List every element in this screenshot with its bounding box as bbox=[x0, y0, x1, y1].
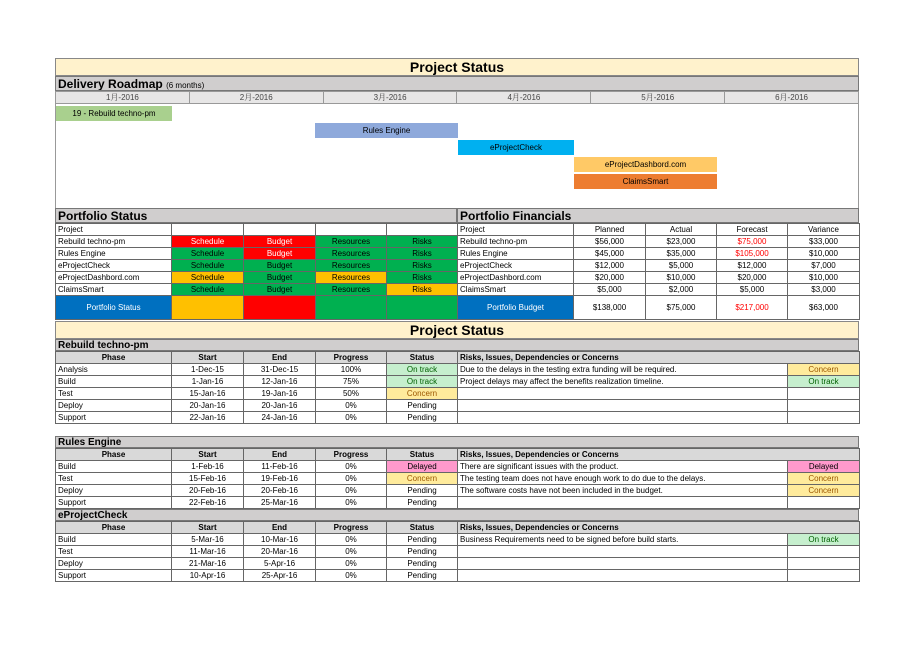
risk-status: On track bbox=[788, 376, 860, 388]
forecast-value: $12,000 bbox=[717, 260, 788, 272]
summary-status-indicator bbox=[316, 296, 387, 320]
project-section-title: Rules Engine bbox=[55, 436, 859, 448]
phase-start: 20-Jan-16 bbox=[172, 400, 244, 412]
column-header-empty bbox=[316, 224, 387, 236]
phase-status: Pending bbox=[387, 485, 458, 497]
column-header-empty bbox=[172, 224, 244, 236]
column-header: Status bbox=[387, 522, 458, 534]
table-header-row bbox=[458, 224, 860, 236]
project-name: eProjectDashbord.com bbox=[458, 272, 574, 284]
status-indicator: Schedule bbox=[172, 248, 244, 260]
gantt-bar-eprojectcheck[interactable]: eProjectCheck bbox=[458, 140, 574, 155]
phase-name: Analysis bbox=[56, 364, 172, 376]
gantt-bar-claimssmart[interactable]: ClaimsSmart bbox=[574, 174, 717, 189]
project-status-title: Project Status bbox=[55, 321, 859, 339]
phase-start: 5-Mar-16 bbox=[172, 534, 244, 546]
status-indicator: Budget bbox=[244, 236, 316, 248]
phase-name: Support bbox=[56, 497, 172, 509]
column-header: Risks, Issues, Dependencies or Concerns bbox=[458, 522, 860, 534]
risk-status bbox=[788, 546, 860, 558]
column-header: Risks, Issues, Dependencies or Concerns bbox=[458, 352, 860, 364]
project-name: eProjectDashbord.com bbox=[56, 272, 172, 284]
phase-start: 22-Jan-16 bbox=[172, 412, 244, 424]
phase-name: Deploy bbox=[56, 400, 172, 412]
phase-start: 20-Feb-16 bbox=[172, 485, 244, 497]
phase-progress: 50% bbox=[316, 388, 387, 400]
column-header: Progress bbox=[316, 522, 387, 534]
project-name: ClaimsSmart bbox=[56, 284, 172, 296]
column-header: Status bbox=[387, 352, 458, 364]
portfolio-financials-title: Portfolio Financials bbox=[457, 208, 859, 223]
variance-value: $3,000 bbox=[788, 284, 860, 296]
phase-row bbox=[56, 461, 860, 473]
status-indicator: Schedule bbox=[172, 260, 244, 272]
forecast-value: $105,000 bbox=[717, 248, 788, 260]
month-label: 2月-2016 bbox=[190, 92, 324, 103]
phase-status: Pending bbox=[387, 558, 458, 570]
phase-end: 20-Jan-16 bbox=[244, 400, 316, 412]
phase-status: Pending bbox=[387, 546, 458, 558]
column-header: Phase bbox=[56, 352, 172, 364]
phase-end: 20-Feb-16 bbox=[244, 485, 316, 497]
table-row bbox=[458, 236, 860, 248]
status-indicator: Budget bbox=[244, 248, 316, 260]
status-indicator: Resources bbox=[316, 260, 387, 272]
project-name: Rebuild techno-pm bbox=[458, 236, 574, 248]
table-header-row bbox=[56, 224, 458, 236]
risk-description bbox=[458, 400, 788, 412]
phase-progress: 0% bbox=[316, 570, 387, 582]
actual-value: $23,000 bbox=[646, 236, 717, 248]
phase-start: 1-Feb-16 bbox=[172, 461, 244, 473]
forecast-value: $20,000 bbox=[717, 272, 788, 284]
status-indicator: Schedule bbox=[172, 272, 244, 284]
month-label: 5月-2016 bbox=[591, 92, 725, 103]
phase-row bbox=[56, 570, 860, 582]
status-indicator: Risks bbox=[387, 260, 458, 272]
summary-status-indicator bbox=[172, 296, 244, 320]
column-header: Forecast bbox=[717, 224, 788, 236]
phase-end: 19-Jan-16 bbox=[244, 388, 316, 400]
phase-header-row bbox=[56, 352, 860, 364]
project-section bbox=[55, 339, 859, 424]
project-section-title: Rebuild techno-pm bbox=[55, 339, 859, 351]
budget-row bbox=[458, 296, 860, 320]
budget-planned: $138,000 bbox=[574, 296, 646, 320]
risk-description bbox=[458, 497, 788, 509]
summary-status-indicator bbox=[387, 296, 458, 320]
planned-value: $12,000 bbox=[574, 260, 646, 272]
phase-progress: 0% bbox=[316, 497, 387, 509]
column-header: Risks, Issues, Dependencies or Concerns bbox=[458, 449, 860, 461]
column-header: Progress bbox=[316, 449, 387, 461]
phase-header-row bbox=[56, 522, 860, 534]
status-indicator: Budget bbox=[244, 260, 316, 272]
risk-status bbox=[788, 570, 860, 582]
status-indicator: Budget bbox=[244, 272, 316, 284]
phase-status: On track bbox=[387, 376, 458, 388]
phase-name: Build bbox=[56, 534, 172, 546]
phase-progress: 0% bbox=[316, 473, 387, 485]
gantt-bar-rebuild-techno-pm[interactable]: 19 - Rebuild techno-pm bbox=[56, 106, 172, 121]
phase-start: 1-Jan-16 bbox=[172, 376, 244, 388]
column-header-empty bbox=[244, 224, 316, 236]
phase-name: Deploy bbox=[56, 558, 172, 570]
risk-description: The testing team does not have enough work to do due to the delays. bbox=[458, 473, 788, 485]
phase-progress: 100% bbox=[316, 364, 387, 376]
portfolio-budget-label: Portfolio Budget bbox=[458, 296, 574, 320]
table-row bbox=[56, 284, 458, 296]
actual-value: $5,000 bbox=[646, 260, 717, 272]
column-header-empty bbox=[387, 224, 458, 236]
planned-value: $56,000 bbox=[574, 236, 646, 248]
status-indicator: Resources bbox=[316, 248, 387, 260]
phase-status: Pending bbox=[387, 400, 458, 412]
status-indicator: Budget bbox=[244, 284, 316, 296]
phase-row bbox=[56, 376, 860, 388]
phase-row bbox=[56, 546, 860, 558]
risk-description bbox=[458, 388, 788, 400]
column-header: Start bbox=[172, 522, 244, 534]
summary-row bbox=[56, 296, 458, 320]
project-name: Rules Engine bbox=[56, 248, 172, 260]
table-row bbox=[56, 260, 458, 272]
project-section bbox=[55, 436, 859, 509]
phase-start: 15-Jan-16 bbox=[172, 388, 244, 400]
phase-start: 22-Feb-16 bbox=[172, 497, 244, 509]
phase-name: Support bbox=[56, 412, 172, 424]
status-indicator: Resources bbox=[316, 272, 387, 284]
budget-variance: $63,000 bbox=[788, 296, 860, 320]
phase-progress: 75% bbox=[316, 376, 387, 388]
project-name: eProjectCheck bbox=[458, 260, 574, 272]
risk-status bbox=[788, 412, 860, 424]
column-header: End bbox=[244, 449, 316, 461]
phase-row bbox=[56, 473, 860, 485]
phase-status: Pending bbox=[387, 570, 458, 582]
gantt-bar-eprojectdashbord[interactable]: eProjectDashbord.com bbox=[574, 157, 717, 172]
phase-progress: 0% bbox=[316, 534, 387, 546]
variance-value: $10,000 bbox=[788, 248, 860, 260]
phase-end: 12-Jan-16 bbox=[244, 376, 316, 388]
status-indicator: Risks bbox=[387, 284, 458, 296]
phase-name: Test bbox=[56, 546, 172, 558]
planned-value: $20,000 bbox=[574, 272, 646, 284]
variance-value: $10,000 bbox=[788, 272, 860, 284]
portfolio-financials-table bbox=[457, 223, 860, 320]
column-header-project: Project bbox=[56, 224, 172, 236]
phase-row bbox=[56, 388, 860, 400]
risk-description bbox=[458, 546, 788, 558]
column-header: Phase bbox=[56, 449, 172, 461]
column-header: Actual bbox=[646, 224, 717, 236]
forecast-value: $75,000 bbox=[717, 236, 788, 248]
phase-status: Pending bbox=[387, 412, 458, 424]
column-header: Project bbox=[458, 224, 574, 236]
column-header: End bbox=[244, 522, 316, 534]
phase-name: Build bbox=[56, 461, 172, 473]
risk-description bbox=[458, 558, 788, 570]
month-label: 4月-2016 bbox=[457, 92, 591, 103]
risk-description: Business Requirements need to be signed before build starts. bbox=[458, 534, 788, 546]
project-name: Rebuild techno-pm bbox=[56, 236, 172, 248]
phase-start: 1-Dec-15 bbox=[172, 364, 244, 376]
risk-status bbox=[788, 558, 860, 570]
phase-end: 20-Mar-16 bbox=[244, 546, 316, 558]
table-row bbox=[458, 272, 860, 284]
forecast-value: $5,000 bbox=[717, 284, 788, 296]
phase-progress: 0% bbox=[316, 558, 387, 570]
risk-description: The software costs have not been included in the budget. bbox=[458, 485, 788, 497]
phase-row bbox=[56, 364, 860, 376]
table-row bbox=[458, 248, 860, 260]
risk-status bbox=[788, 497, 860, 509]
phase-progress: 0% bbox=[316, 546, 387, 558]
phase-end: 11-Feb-16 bbox=[244, 461, 316, 473]
status-indicator: Risks bbox=[387, 236, 458, 248]
actual-value: $35,000 bbox=[646, 248, 717, 260]
phase-end: 24-Jan-16 bbox=[244, 412, 316, 424]
status-indicator: Risks bbox=[387, 248, 458, 260]
status-indicator: Resources bbox=[316, 284, 387, 296]
risk-status: Concern bbox=[788, 364, 860, 376]
budget-forecast: $217,000 bbox=[717, 296, 788, 320]
phase-name: Build bbox=[56, 376, 172, 388]
phase-row bbox=[56, 485, 860, 497]
column-header: Phase bbox=[56, 522, 172, 534]
status-indicator: Schedule bbox=[172, 236, 244, 248]
gantt-bar-rules-engine[interactable]: Rules Engine bbox=[315, 123, 458, 138]
portfolio-status-title: Portfolio Status bbox=[55, 208, 457, 223]
risk-description bbox=[458, 412, 788, 424]
status-indicator: Risks bbox=[387, 272, 458, 284]
risk-status: On track bbox=[788, 534, 860, 546]
phase-table bbox=[55, 521, 860, 582]
portfolio-status-summary-label: Portfolio Status bbox=[56, 296, 172, 320]
phase-end: 25-Mar-16 bbox=[244, 497, 316, 509]
phase-name: Test bbox=[56, 388, 172, 400]
phase-end: 25-Apr-16 bbox=[244, 570, 316, 582]
column-header: Start bbox=[172, 352, 244, 364]
phase-name: Support bbox=[56, 570, 172, 582]
table-row bbox=[56, 236, 458, 248]
roadmap-header bbox=[55, 76, 859, 91]
column-header: Planned bbox=[574, 224, 646, 236]
risk-description: Due to the delays in the testing extra funding will be required. bbox=[458, 364, 788, 376]
status-indicator: Schedule bbox=[172, 284, 244, 296]
phase-end: 5-Apr-16 bbox=[244, 558, 316, 570]
phase-row bbox=[56, 497, 860, 509]
phase-progress: 0% bbox=[316, 400, 387, 412]
phase-name: Deploy bbox=[56, 485, 172, 497]
risk-status: Concern bbox=[788, 473, 860, 485]
project-phase-sections bbox=[55, 339, 859, 582]
variance-value: $33,000 bbox=[788, 236, 860, 248]
table-row bbox=[56, 272, 458, 284]
risk-description: There are significant issues with the product. bbox=[458, 461, 788, 473]
project-name: ClaimsSmart bbox=[458, 284, 574, 296]
phase-progress: 0% bbox=[316, 485, 387, 497]
phase-row bbox=[56, 534, 860, 546]
month-label: 3月-2016 bbox=[324, 92, 458, 103]
phase-status: Concern bbox=[387, 388, 458, 400]
month-label: 1月-2016 bbox=[56, 92, 190, 103]
project-name: Rules Engine bbox=[458, 248, 574, 260]
column-header: Start bbox=[172, 449, 244, 461]
project-name: eProjectCheck bbox=[56, 260, 172, 272]
table-row bbox=[458, 260, 860, 272]
phase-status: Concern bbox=[387, 473, 458, 485]
risk-status bbox=[788, 388, 860, 400]
phase-end: 19-Feb-16 bbox=[244, 473, 316, 485]
column-header: Status bbox=[387, 449, 458, 461]
table-row bbox=[56, 248, 458, 260]
risk-status: Concern bbox=[788, 485, 860, 497]
portfolio-status-table bbox=[55, 223, 458, 320]
actual-value: $2,000 bbox=[646, 284, 717, 296]
phase-header-row bbox=[56, 449, 860, 461]
phase-status: Pending bbox=[387, 534, 458, 546]
phase-start: 21-Mar-16 bbox=[172, 558, 244, 570]
status-indicator: Resources bbox=[316, 236, 387, 248]
column-header: Variance bbox=[788, 224, 860, 236]
phase-name: Test bbox=[56, 473, 172, 485]
phase-end: 31-Dec-15 bbox=[244, 364, 316, 376]
phase-table bbox=[55, 448, 860, 509]
phase-progress: 0% bbox=[316, 461, 387, 473]
column-header: End bbox=[244, 352, 316, 364]
phase-status: On track bbox=[387, 364, 458, 376]
roadmap-title: Delivery Roadmap bbox=[58, 77, 163, 91]
phase-table bbox=[55, 351, 860, 424]
risk-description bbox=[458, 570, 788, 582]
planned-value: $5,000 bbox=[574, 284, 646, 296]
table-row bbox=[458, 284, 860, 296]
phase-row bbox=[56, 412, 860, 424]
month-row bbox=[55, 91, 859, 104]
roadmap-subtitle: (6 months) bbox=[166, 81, 205, 90]
risk-status bbox=[788, 400, 860, 412]
phase-start: 11-Mar-16 bbox=[172, 546, 244, 558]
planned-value: $45,000 bbox=[574, 248, 646, 260]
phase-row bbox=[56, 400, 860, 412]
gantt-chart bbox=[55, 104, 859, 208]
variance-value: $7,000 bbox=[788, 260, 860, 272]
phase-start: 10-Apr-16 bbox=[172, 570, 244, 582]
phase-status: Pending bbox=[387, 497, 458, 509]
summary-status-indicator bbox=[244, 296, 316, 320]
risk-description: Project delays may affect the benefits realization timeline. bbox=[458, 376, 788, 388]
risk-status: Delayed bbox=[788, 461, 860, 473]
phase-progress: 0% bbox=[316, 412, 387, 424]
month-label: 6月-2016 bbox=[775, 93, 809, 102]
phase-row bbox=[56, 558, 860, 570]
phase-status: Delayed bbox=[387, 461, 458, 473]
column-header: Progress bbox=[316, 352, 387, 364]
budget-actual: $75,000 bbox=[646, 296, 717, 320]
phase-end: 10-Mar-16 bbox=[244, 534, 316, 546]
actual-value: $10,000 bbox=[646, 272, 717, 284]
main-title: Project Status bbox=[55, 58, 859, 76]
phase-start: 15-Feb-16 bbox=[172, 473, 244, 485]
project-section-title: eProjectCheck bbox=[55, 509, 859, 521]
project-section bbox=[55, 509, 859, 582]
